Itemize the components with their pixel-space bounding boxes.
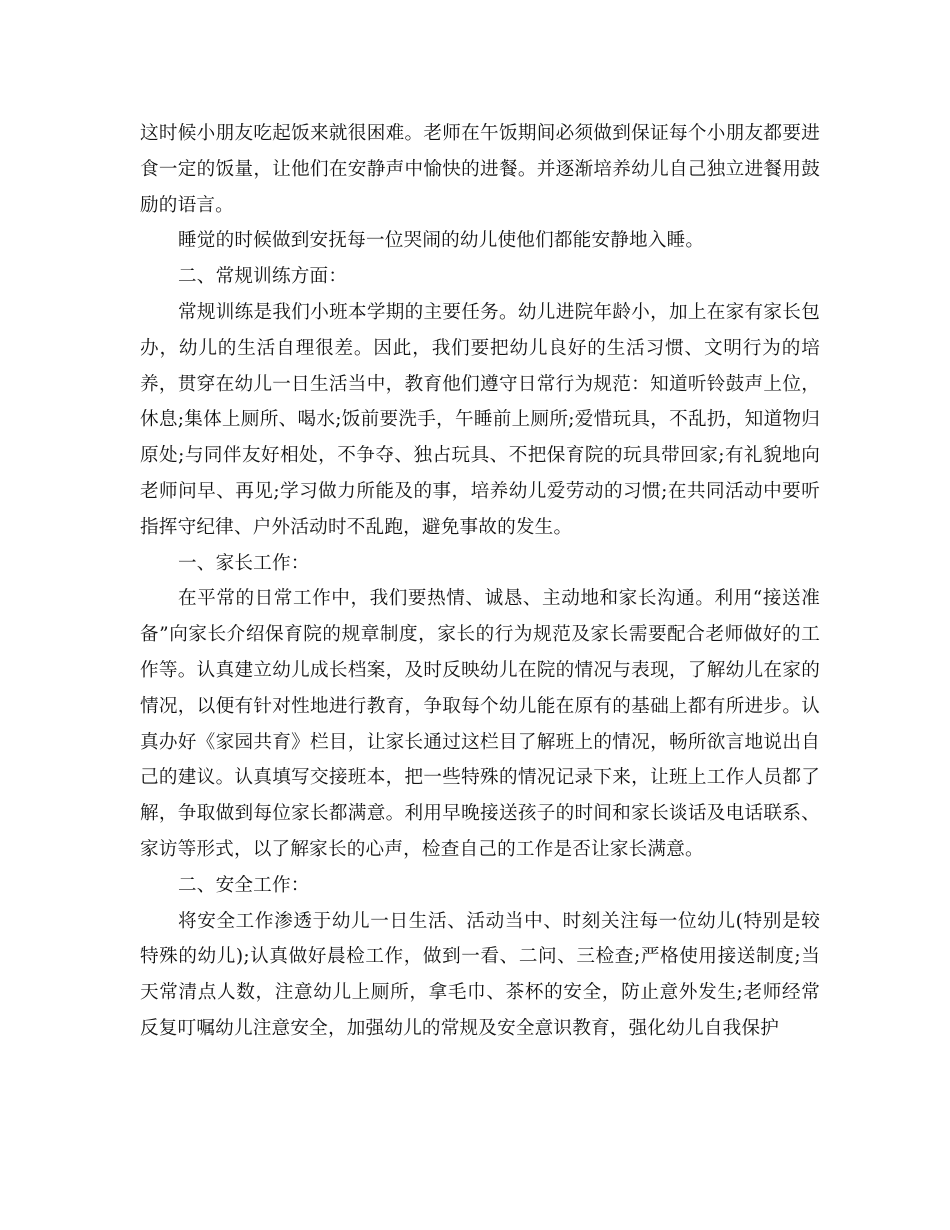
paragraph-lunch: 这时候小朋友吃起饭来就很困难。老师在午饭期间必须做到保证每个小朋友都要进食一定的饭量，让他们在安静声中愉快的进餐。并逐渐培养幼儿自己独立进餐用鼓励的语言。 xyxy=(140,123,820,216)
heading-safety-work: 二、安全工作： xyxy=(178,874,310,896)
paragraph-safety-work: 将安全工作渗透于幼儿一日生活、活动当中、时刻关注每一位幼儿(特别是较特殊的幼儿);认真做好晨检工作，做到一看、二问、三检查;严格使用接送制度;当天常清点人数，注意幼儿上厕所，拿毛巾、茶杯的安全，防止意外发生;老师经常反复叮嘱幼儿注意安全，加强幼儿的常规及安全意识教育，强化幼儿自我保护 xyxy=(140,910,820,1039)
paragraph-routine-training: 常规训练是我们小班本学期的主要任务。幼儿进院年龄小，加上在家有家长包办，幼儿的生活自理很差。因此，我们要把幼儿良好的生活习惯、文明行为的培养，贯穿在幼儿一日生活当中，教育他们遵守日常行为规范：知道听铃鼓声上位，休息;集体上厕所、喝水;饭前要洗手，午睡前上厕所;爱惜玩具，不乱扔，知道物归原处;与同伴友好相处，不争夺、独占玩具、不把保育院的玩具带回家;有礼貌地向老师问早、再见;学习做力所能及的事，培养幼儿爱劳动的习惯;在共同活动中要听指挥守纪律、户外活动时不乱跑，避免事故的发生。 xyxy=(140,301,820,538)
paragraph-sleep: 睡觉的时候做到安抚每一位哭闹的幼儿使他们都能安静地入睡。 xyxy=(178,230,705,252)
heading-parent-work: 一、家长工作： xyxy=(178,552,310,574)
heading-routine-training: 二、常规训练方面： xyxy=(178,266,348,288)
paragraph-parent-work: 在平常的日常工作中，我们要热情、诚恳、主动地和家长沟通。利用“接送准备”向家长介绍保育院的规章制度，家长的行为规范及家长需要配合老师做好的工作等。认真建立幼儿成长档案，及时反映幼儿在院的情况与表现，了解幼儿在家的情况，以便有针对性地进行教育，争取每个幼儿能在原有的基础上都有所进步。认真办好《家园共育》栏目，让家长通过这栏目了解班上的情况，畅所欲言地说出自己的建议。认真填写交接班本，把一些特殊的情况记录下来，让班上工作人员都了解，争取做到每位家长都满意。利用早晚接送孩子的时间和家长谈话及电话联系、家访等形式，以了解家长的心声，检查自己的工作是否让家长满意。 xyxy=(140,588,820,860)
